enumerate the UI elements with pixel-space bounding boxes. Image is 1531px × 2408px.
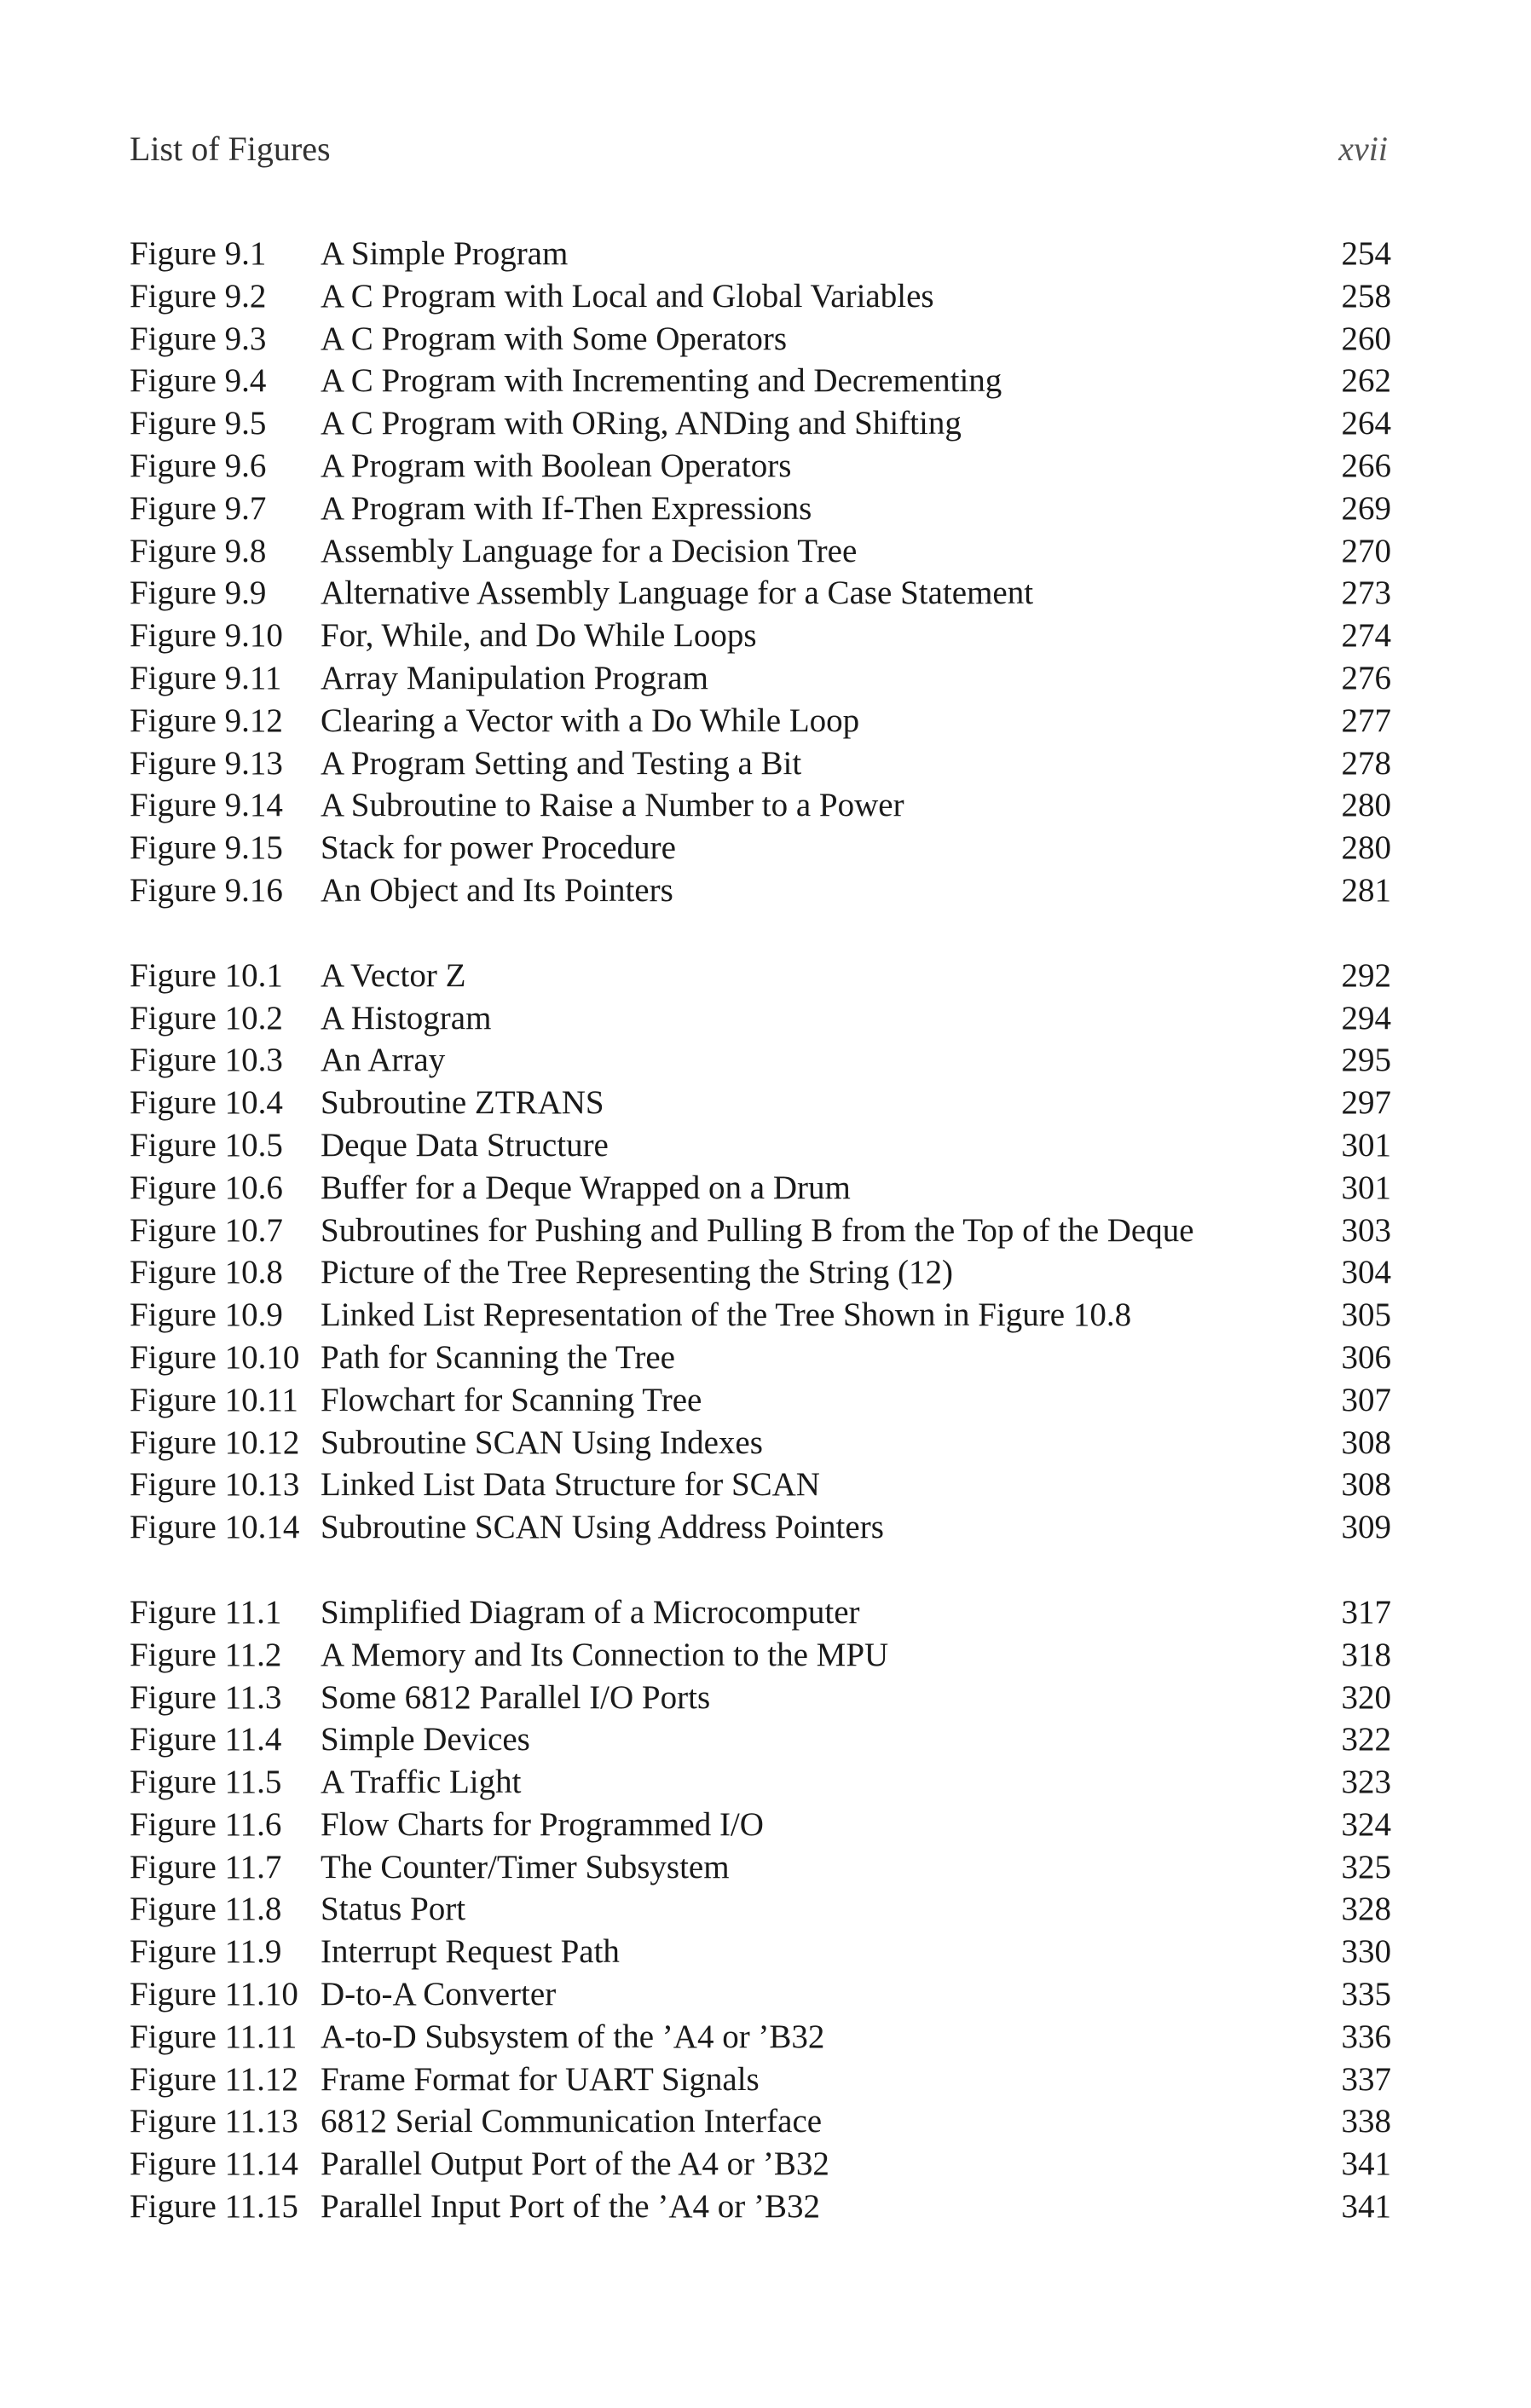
figure-entry — [130, 2186, 1391, 2228]
figure-page-number: 294 — [1341, 999, 1391, 1037]
figure-page-number: 328 — [1341, 1891, 1391, 1928]
figure-page-number: 325 — [1341, 1848, 1391, 1885]
figure-title: Parallel Input Port of the ’A4 or ’B32 — [321, 2188, 820, 2226]
figure-title: D-to-A Converter — [321, 1976, 557, 2013]
figure-page-number: 295 — [1341, 1042, 1391, 1079]
figure-label: Figure 9.2 — [130, 277, 267, 315]
figure-page-number: 330 — [1341, 1933, 1391, 1971]
figure-title: Stack for power Procedure — [321, 829, 676, 867]
figure-entry — [130, 1973, 1391, 2016]
figure-page-number: 338 — [1341, 2103, 1391, 2140]
figure-entry — [130, 1337, 1391, 1379]
figure-group — [130, 955, 1391, 1549]
figure-page-number: 304 — [1341, 1254, 1391, 1291]
figure-title: Parallel Output Port of the A4 or ’B32 — [321, 2145, 829, 2183]
figure-page-number: 258 — [1341, 277, 1391, 315]
figure-title: Status Port — [321, 1891, 466, 1928]
figure-entry — [130, 572, 1391, 615]
figure-title: A C Program with Incrementing and Decrementing — [321, 362, 1002, 400]
figure-entry — [130, 1718, 1391, 1761]
figure-label: Figure 9.1 — [130, 235, 267, 272]
figure-label: Figure 9.3 — [130, 320, 267, 357]
figure-title: A C Program with Some Operators — [321, 320, 788, 357]
figure-entry — [130, 445, 1391, 488]
figure-label: Figure 9.6 — [130, 447, 267, 484]
figure-label: Figure 11.4 — [130, 1721, 282, 1758]
figure-entry — [130, 1294, 1391, 1337]
figure-entry — [130, 1761, 1391, 1804]
figure-entry — [130, 275, 1391, 318]
figure-entry — [130, 700, 1391, 742]
figure-entry — [130, 318, 1391, 361]
figure-label: Figure 11.7 — [130, 1848, 282, 1885]
figure-page-number: 320 — [1341, 1678, 1391, 1716]
figure-entry — [130, 2143, 1391, 2186]
figure-page-number: 280 — [1341, 829, 1391, 867]
figure-title: A Traffic Light — [321, 1764, 522, 1801]
figure-entry — [130, 869, 1391, 912]
figure-entry — [130, 997, 1391, 1040]
figure-title: A Vector Z — [321, 956, 466, 994]
figure-label: Figure 10.12 — [130, 1423, 300, 1461]
figure-page-number: 306 — [1341, 1338, 1391, 1376]
figure-entry — [130, 1634, 1391, 1677]
figure-label: Figure 11.12 — [130, 2060, 298, 2098]
figure-title: 6812 Serial Communication Interface — [321, 2103, 823, 2140]
figure-page-number: 301 — [1341, 1169, 1391, 1206]
figure-title: A Histogram — [321, 999, 492, 1037]
figure-label: Figure 10.6 — [130, 1169, 283, 1206]
figure-label: Figure 11.15 — [130, 2188, 298, 2226]
figure-label: Figure 9.13 — [130, 744, 283, 782]
figure-label: Figure 10.2 — [130, 999, 283, 1037]
figure-label: Figure 10.5 — [130, 1126, 283, 1164]
figure-title: Clearing a Vector with a Do While Loop — [321, 702, 860, 739]
figure-title: Subroutine ZTRANS — [321, 1084, 604, 1122]
figure-title: Frame Format for UART Signals — [321, 2060, 760, 2098]
figure-entry — [130, 1082, 1391, 1124]
figure-entry — [130, 233, 1391, 275]
figure-page-number: 341 — [1341, 2145, 1391, 2183]
figure-entry — [130, 2100, 1391, 2143]
figure-page-number: 341 — [1341, 2188, 1391, 2226]
figure-label: Figure 10.11 — [130, 1381, 298, 1418]
figure-entry — [130, 742, 1391, 785]
figure-label: Figure 11.11 — [130, 2018, 298, 2055]
figure-title: An Array — [321, 1042, 446, 1079]
figure-page-number: 305 — [1341, 1296, 1391, 1334]
figure-title: Some 6812 Parallel I/O Ports — [321, 1678, 711, 1716]
figure-title: Subroutine SCAN Using Indexes — [321, 1423, 763, 1461]
figure-entry — [130, 1124, 1391, 1167]
figure-entry — [130, 955, 1391, 997]
figure-title: A C Program with Local and Global Variables — [321, 277, 934, 315]
figure-page-number: 336 — [1341, 2018, 1391, 2055]
figure-title: Simplified Diagram of a Microcomputer — [321, 1593, 860, 1631]
figure-page-number: 277 — [1341, 702, 1391, 739]
figure-entry — [130, 1931, 1391, 1973]
figure-title: Subroutine SCAN Using Address Pointers — [321, 1509, 884, 1546]
figure-entry — [130, 1422, 1391, 1464]
figure-title: A Memory and Its Connection to the MPU — [321, 1636, 889, 1673]
figure-page-number: 281 — [1341, 871, 1391, 909]
figure-entry — [130, 2059, 1391, 2101]
figure-title: An Object and Its Pointers — [321, 871, 673, 909]
figure-page-number: 270 — [1341, 532, 1391, 569]
figure-page-number: 322 — [1341, 1721, 1391, 1758]
figure-label: Figure 10.3 — [130, 1042, 283, 1079]
figure-entry — [130, 360, 1391, 402]
figure-label: Figure 11.13 — [130, 2103, 298, 2140]
figure-title: A C Program with ORing, ANDing and Shifting — [321, 405, 962, 442]
figure-entry — [130, 827, 1391, 869]
figure-label: Figure 11.1 — [130, 1593, 282, 1631]
figure-page-number: 301 — [1341, 1126, 1391, 1164]
figure-entry — [130, 1506, 1391, 1549]
figure-label: Figure 11.8 — [130, 1891, 282, 1928]
figure-title: A Subroutine to Raise a Number to a Power — [321, 787, 904, 824]
figure-entry — [130, 402, 1391, 445]
figure-entry — [130, 1251, 1391, 1294]
figure-group — [130, 1591, 1391, 2228]
figure-entry — [130, 1591, 1391, 1634]
figure-entry — [130, 530, 1391, 573]
figure-label: Figure 10.14 — [130, 1509, 300, 1546]
figure-page-number: 318 — [1341, 1636, 1391, 1673]
figure-page-number: 309 — [1341, 1509, 1391, 1546]
figure-entry — [130, 784, 1391, 827]
figure-label: Figure 9.8 — [130, 532, 267, 569]
figure-label: Figure 11.5 — [130, 1764, 282, 1801]
figure-page-number: 269 — [1341, 489, 1391, 527]
figure-page-number: 308 — [1341, 1466, 1391, 1504]
figure-title: A Program with If-Then Expressions — [321, 489, 812, 527]
figure-title: A Program with Boolean Operators — [321, 447, 792, 484]
figure-page-number: 303 — [1341, 1211, 1391, 1249]
figure-label: Figure 9.10 — [130, 617, 283, 655]
figure-title: Interrupt Request Path — [321, 1933, 620, 1971]
figure-page-number: 262 — [1341, 362, 1391, 400]
figure-page-number: 264 — [1341, 405, 1391, 442]
figure-label: Figure 10.9 — [130, 1296, 283, 1334]
figure-title: A Program Setting and Testing a Bit — [321, 744, 802, 782]
running-head-page-number: xvii — [1338, 130, 1388, 168]
figure-page-number: 280 — [1341, 787, 1391, 824]
figure-page-number: 308 — [1341, 1423, 1391, 1461]
figure-entry — [130, 615, 1391, 657]
figure-entry — [130, 1167, 1391, 1210]
figure-entry — [130, 488, 1391, 530]
figure-label: Figure 9.16 — [130, 871, 283, 909]
figure-label: Figure 11.10 — [130, 1976, 298, 2013]
figure-label: Figure 9.14 — [130, 787, 283, 824]
figure-title: Path for Scanning the Tree — [321, 1338, 675, 1376]
running-head-title: List of Figures — [130, 130, 331, 168]
figure-label: Figure 10.4 — [130, 1084, 283, 1122]
figure-page-number: 254 — [1341, 235, 1391, 272]
figure-title: Subroutines for Pushing and Pulling B from the Top of the Deque — [321, 1211, 1194, 1249]
figure-title: Alternative Assembly Language for a Case Statement — [321, 575, 1034, 612]
figure-label: Figure 11.9 — [130, 1933, 282, 1971]
figure-page-number: 324 — [1341, 1805, 1391, 1843]
figure-title: Deque Data Structure — [321, 1126, 609, 1164]
figure-page-number: 278 — [1341, 744, 1391, 782]
figure-page-number: 266 — [1341, 447, 1391, 484]
figure-page-number: 337 — [1341, 2060, 1391, 2098]
figure-page-number: 335 — [1341, 1976, 1391, 2013]
figure-title: For, While, and Do While Loops — [321, 617, 757, 655]
figure-title: Flowchart for Scanning Tree — [321, 1381, 702, 1418]
figure-page-number: 317 — [1341, 1593, 1391, 1631]
figure-entry — [130, 1846, 1391, 1889]
figure-title: A Simple Program — [321, 235, 569, 272]
figure-title: Simple Devices — [321, 1721, 530, 1758]
figure-label: Figure 9.4 — [130, 362, 267, 400]
running-head — [130, 128, 1388, 170]
figure-label: Figure 9.9 — [130, 575, 267, 612]
figure-entry — [130, 1039, 1391, 1082]
figure-label: Figure 10.1 — [130, 956, 283, 994]
figure-page-number: 292 — [1341, 956, 1391, 994]
figure-entry — [130, 1210, 1391, 1252]
figure-entry — [130, 1677, 1391, 1719]
figure-title: Array Manipulation Program — [321, 659, 708, 696]
figure-page-number: 260 — [1341, 320, 1391, 357]
figure-label: Figure 11.2 — [130, 1636, 282, 1673]
figure-page-number: 273 — [1341, 575, 1391, 612]
figure-title: Buffer for a Deque Wrapped on a Drum — [321, 1169, 851, 1206]
figure-label: Figure 9.15 — [130, 829, 283, 867]
figure-title: Linked List Data Structure for SCAN — [321, 1466, 820, 1504]
list-of-figures — [130, 233, 1391, 2271]
figure-title: Flow Charts for Programmed I/O — [321, 1805, 764, 1843]
figure-page-number: 307 — [1341, 1381, 1391, 1418]
figure-entry — [130, 1888, 1391, 1931]
figure-page-number: 274 — [1341, 617, 1391, 655]
figure-label: Figure 10.7 — [130, 1211, 283, 1249]
figure-title: A-to-D Subsystem of the ’A4 or ’B32 — [321, 2018, 825, 2055]
figure-entry — [130, 1379, 1391, 1422]
figure-label: Figure 9.12 — [130, 702, 283, 739]
figure-page-number: 276 — [1341, 659, 1391, 696]
figure-group — [130, 233, 1391, 912]
figure-label: Figure 11.6 — [130, 1805, 282, 1843]
figure-label: Figure 10.10 — [130, 1338, 300, 1376]
figure-entry — [130, 1804, 1391, 1846]
figure-label: Figure 9.5 — [130, 405, 267, 442]
figure-label: Figure 11.3 — [130, 1678, 282, 1716]
figure-label: Figure 10.13 — [130, 1466, 300, 1504]
figure-title: Picture of the Tree Representing the String (12) — [321, 1254, 953, 1291]
figure-title: Linked List Representation of the Tree Shown in Figure 10.8 — [321, 1296, 1132, 1334]
figure-page-number: 297 — [1341, 1084, 1391, 1122]
figure-entry — [130, 2016, 1391, 2059]
figure-title: Assembly Language for a Decision Tree — [321, 532, 858, 569]
figure-label: Figure 9.7 — [130, 489, 267, 527]
figure-entry — [130, 657, 1391, 700]
figure-title: The Counter/Timer Subsystem — [321, 1848, 730, 1885]
figure-label: Figure 10.8 — [130, 1254, 283, 1291]
figure-entry — [130, 1464, 1391, 1506]
figure-page-number: 323 — [1341, 1764, 1391, 1801]
figure-label: Figure 9.11 — [130, 659, 282, 696]
figure-label: Figure 11.14 — [130, 2145, 298, 2183]
